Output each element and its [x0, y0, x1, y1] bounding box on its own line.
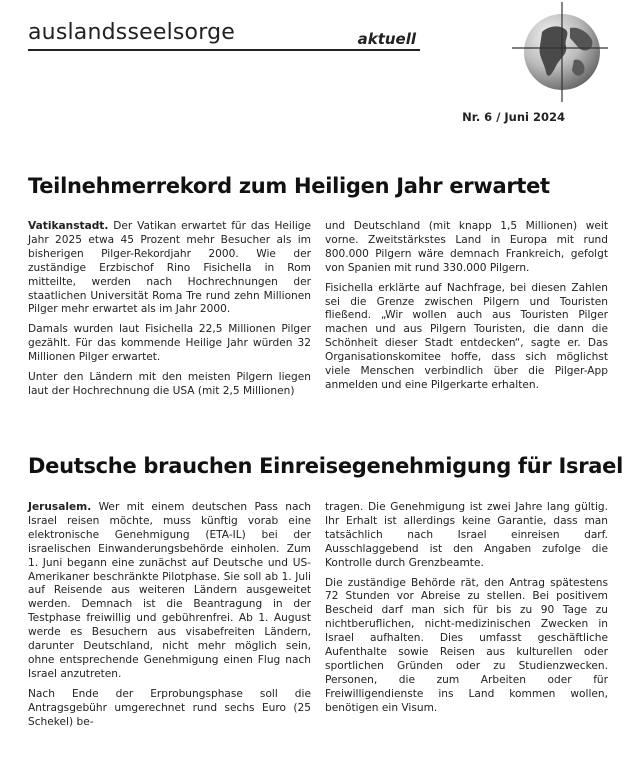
article2-column2	[325, 501, 608, 722]
headline-pilgrims: Teilnehmerrekord zum Heiligen Jahr erwartet	[28, 174, 550, 198]
brand-title: auslandsseelsorge	[28, 20, 235, 45]
issue-number: Nr. 6 / Juni 2024	[462, 110, 565, 124]
article1-paragraph5: Fisichella erklärte auf Nachfrage, bei diesen Zahlen sei die Grenze zwischen Pilgern und Touristen fließend. „Wir wollen auch aus Touristen Pilger machen und aus Pilgern Touristen, die dann die Schönheit dieser Stadt entdecken“, sagte er. Das Organisationskomitee hoffe, dass sich möglichst viele Menschen verbindlich über die Pilger-App anmelden und eine Pilgerkarte erhalten.	[325, 281, 608, 391]
article1-paragraph3: Unter den Ländern mit den meisten Pilgern liegen laut der Hochrechnung die USA (mit 2,5 Millionen)	[28, 371, 311, 397]
headline-israel: Deutsche brauchen Einreisegenehmigung für Israel	[28, 454, 623, 478]
dateline: Vatikanstadt.	[28, 220, 109, 232]
article2-paragraph1	[28, 501, 311, 682]
globe-icon	[508, 2, 610, 102]
article2-paragraph2: Nach Ende der Erprobungsphase soll die Antragsgebühr umgerechnet rund sechs Euro (25 Schekel) be-	[28, 687, 311, 728]
masthead-rule	[28, 49, 420, 51]
article1-paragraph1-text: Der Vatikan erwartet für das Heilige Jahr 2025 etwa 45 Prozent mehr Besucher als im bisherigen Pilger-Rekordjahr 2000. Wie der zuständige Erzbischof Rino Fisichella in Rom mitteilte, werden nach Hochrechnungen der staatlichen Universität Roma Tre rund zehn Millionen Pilger mehr erwartet als im Jahr 2000.	[28, 220, 311, 316]
dateline: Jerusalem.	[28, 501, 92, 513]
article1-column2	[325, 220, 608, 399]
article1-paragraph1	[28, 220, 311, 317]
section-tag: aktuell	[357, 30, 416, 48]
article2-paragraph3: tragen. Die Genehmigung ist zwei Jahre lang gültig. Ihr Erhalt ist allerdings keine Garantie, dass man tatsächlich nach Israel einreisen darf. Ausschlaggebend ist den Angaben zufolge die Kontrolle durch Grenzbeamte.	[325, 501, 608, 569]
article1-column1	[28, 220, 311, 405]
article2-column1	[28, 501, 311, 736]
article2-paragraph1-text: Wer mit einem deutschen Pass nach Israel reisen möchte, muss künftig vorab eine elektronische Genehmigung (ETA-IL) bei der israelischen Einwanderungsbehörde einholen. Zum 1. Juni begann eine zunächst auf Deutsche und US-Amerikaner beschränkte Pilotphase. Sie soll ab 1. Juli auf Reisende aus weiteren Ländern ausgeweitet werden. Demnach ist die Beantragung in der Testphase freiwillig und gebührenfrei. Ab 1. August werde es Besuchern aus visabefreiten Ländern, darunter Deutschland, nicht mehr möglich sein, ohne entsprechende Genehmigung einen Flug nach Israel anzutreten.	[28, 501, 311, 680]
article1-paragraph4: und Deutschland (mit knapp 1,5 Millionen) weit vorne. Zweitstärkstes Land in Europa mit rund 800.000 Pilgern wäre demnach Frankreich, gefolgt von Spanien mit rund 330.000 Pilgern.	[325, 220, 608, 274]
article1-paragraph2: Damals wurden laut Fisichella 22,5 Millionen Pilger gezählt. Für das kommende Heilige Jahr würden 32 Millionen Pilger erwartet.	[28, 323, 311, 364]
article2-paragraph4: Die zuständige Behörde rät, den Antrag spätestens 72 Stunden vor Abreise zu stellen. Bei positivem Bescheid darf man sich für bis zu 90 Tage zu nichtberuflichen, nicht-medizinischen Zwecken in Israel aufhalten. Dies umfasst geschäftliche Aufenthalte sowie Reisen aus kulturellen oder sportlichen Gründen oder zu Studienzwecken. Personen, die zum Arbeiten oder für Freiwilligendienste ins Land kommen wollen, benötigen ein Visum.	[325, 576, 608, 714]
masthead	[28, 18, 420, 54]
